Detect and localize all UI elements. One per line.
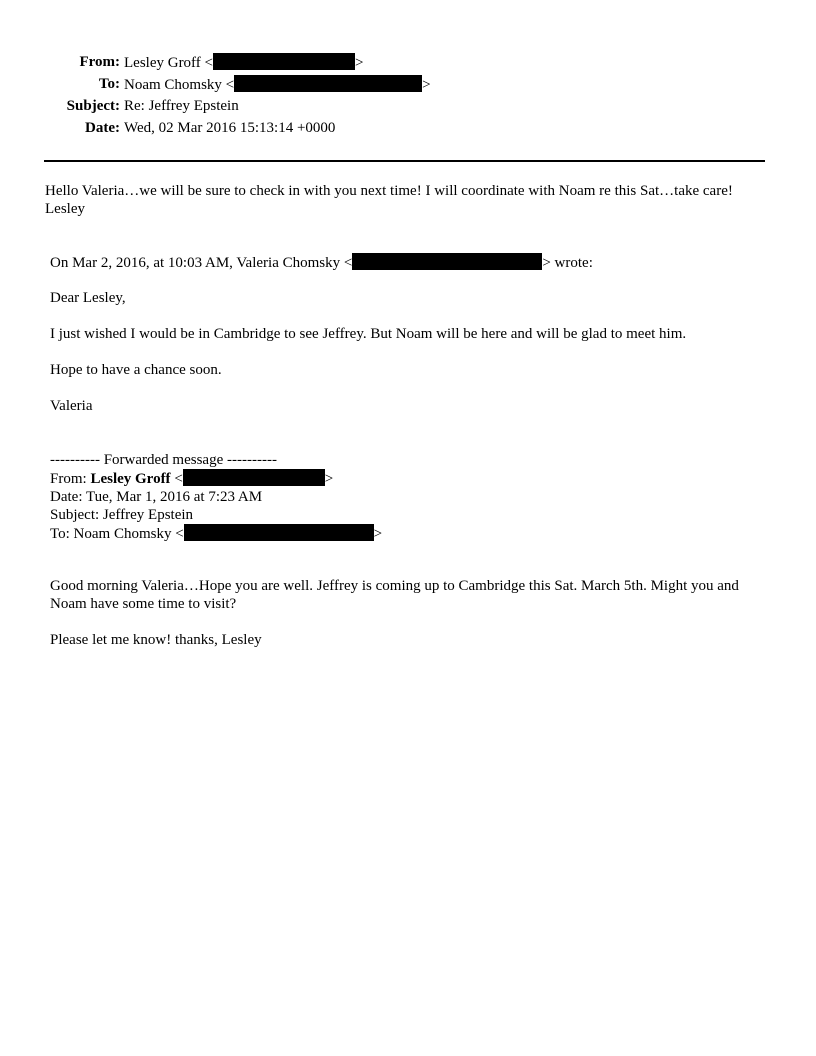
forwarded-from [50, 469, 770, 488]
attribution-suffix: > wrote: [542, 255, 593, 271]
from-value [124, 53, 363, 72]
forwarded-from-open: < [170, 471, 183, 487]
quote-signature: Valeria [50, 398, 93, 414]
date-label: Date: [85, 120, 120, 136]
forwarded-to-prefix: To: Noam Chomsky < [50, 526, 184, 542]
quote-paragraph-2: Hope to have a chance soon. [50, 362, 222, 378]
forwarded-to [50, 524, 770, 543]
forwarded-body: Good morning Valeria…Hope you are well. Jeffrey is coming up to Cambridge this Sat. March 5th. Might you and Noam have some time to visit? [50, 578, 739, 612]
from-name: Lesley Groff < [124, 55, 213, 71]
quote-attribution [50, 253, 770, 272]
redacted-email-from [213, 53, 355, 70]
header-date-row [0, 119, 816, 137]
date-value: Wed, 02 Mar 2016 15:13:14 +0000 [124, 120, 336, 136]
header-divider [44, 160, 765, 162]
forwarded-subject: Subject: Jeffrey Epstein [50, 507, 194, 523]
quoted-message [50, 253, 770, 272]
subject-value: Re: Jeffrey Epstein [124, 98, 239, 114]
to-value [124, 75, 431, 94]
header-subject-row [0, 97, 816, 115]
forwarded-from-name: Lesley Groff [90, 471, 171, 487]
header-to-row [0, 75, 816, 93]
forwarded-separator: ---------- Forwarded message ---------- [50, 452, 277, 468]
redacted-email-forwarded-from [183, 469, 325, 486]
forwarded-date: Date: Tue, Mar 1, 2016 at 7:23 AM [50, 489, 263, 505]
redacted-email-forwarded-to [184, 524, 374, 541]
to-name: Noam Chomsky < [124, 77, 235, 93]
quote-greeting: Dear Lesley, [50, 290, 126, 306]
forwarded-message [50, 451, 770, 543]
redacted-email-valeria [352, 253, 542, 270]
subject-label: Subject: [66, 98, 120, 114]
redacted-email-to [234, 75, 422, 92]
to-label: To: [98, 76, 120, 92]
forwarded-from-prefix: From: [50, 471, 91, 487]
quote-paragraph-1: I just wished I would be in Cambridge to see Jeffrey. But Noam will be here and will be glad to meet him. [50, 326, 687, 342]
to-close: > [422, 77, 431, 93]
forwarded-to-close: > [373, 526, 383, 542]
attribution-prefix: On Mar 2, 2016, at 10:03 AM, Valeria Chomsky < [50, 255, 353, 271]
from-label: From: [79, 54, 120, 70]
header-from-row [0, 53, 816, 71]
reply-body: Hello Valeria…we will be sure to check in with you next time! I will coordinate with Noam re this Sat…take care! Lesley [45, 183, 733, 217]
from-close: > [355, 55, 364, 71]
forwarded-from-close: > [324, 471, 334, 487]
forwarded-closing: Please let me know! thanks, Lesley [50, 632, 262, 648]
